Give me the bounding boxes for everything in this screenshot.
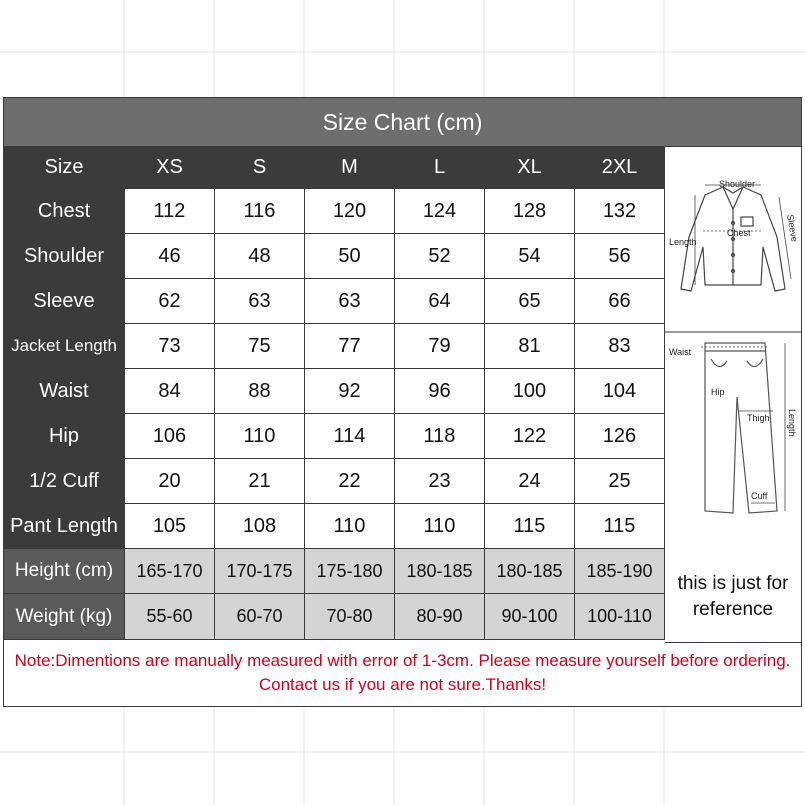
row-value: 124: [395, 189, 485, 234]
pants-drawing: [705, 343, 777, 513]
row-value: 104: [575, 369, 665, 414]
reference-row-value: 90-100: [485, 594, 575, 640]
row-value: 112: [125, 189, 215, 234]
row-value: 128: [485, 189, 575, 234]
row-value: 96: [395, 369, 485, 414]
header-size-l: L: [395, 147, 485, 189]
row-value: 79: [395, 324, 485, 369]
row-value: 66: [575, 279, 665, 324]
row-value: 115: [575, 504, 665, 549]
row-value: 92: [305, 369, 395, 414]
hip-label: Hip: [711, 387, 725, 397]
row-value: 88: [215, 369, 305, 414]
row-label: Jacket Length: [4, 324, 125, 369]
garment-diagram: [665, 147, 801, 553]
row-value: 110: [215, 414, 305, 459]
row-value: 75: [215, 324, 305, 369]
row-value: 132: [575, 189, 665, 234]
row-value: 54: [485, 234, 575, 279]
row-value: 84: [125, 369, 215, 414]
header-size-2xl: 2XL: [575, 147, 665, 189]
row-value: 122: [485, 414, 575, 459]
waist-label: Waist: [669, 347, 692, 357]
row-value: 63: [305, 279, 395, 324]
pant-length-label: Length: [787, 409, 797, 437]
row-value: 25: [575, 459, 665, 504]
shoulder-label: Shoulder: [719, 179, 756, 189]
row-value: 23: [395, 459, 485, 504]
thigh-label: Thigh: [747, 413, 770, 423]
row-value: 116: [215, 189, 305, 234]
row-label: Chest: [4, 189, 125, 234]
row-value: 120: [305, 189, 395, 234]
cuff-label: Cuff: [751, 491, 768, 501]
row-value: 63: [215, 279, 305, 324]
row-value: 100: [485, 369, 575, 414]
row-value: 52: [395, 234, 485, 279]
row-value: 106: [125, 414, 215, 459]
row-value: 22: [305, 459, 395, 504]
row-value: 73: [125, 324, 215, 369]
header-size-label: Size: [4, 147, 125, 189]
reference-row-value: 60-70: [215, 594, 305, 640]
header-size-xs: XS: [125, 147, 215, 189]
row-value: 83: [575, 324, 665, 369]
row-value: 48: [215, 234, 305, 279]
row-value: 105: [125, 504, 215, 549]
reference-row-label: Height (cm): [4, 549, 125, 594]
row-value: 110: [395, 504, 485, 549]
row-value: 115: [485, 504, 575, 549]
size-chart-table: [3, 97, 802, 707]
row-value: 21: [215, 459, 305, 504]
reference-row-value: 70-80: [305, 594, 395, 640]
row-value: 114: [305, 414, 395, 459]
header-size-xl: XL: [485, 147, 575, 189]
row-value: 50: [305, 234, 395, 279]
header-size-m: M: [305, 147, 395, 189]
reference-row-value: 180-185: [485, 549, 575, 594]
row-value: 77: [305, 324, 395, 369]
row-value: 65: [485, 279, 575, 324]
row-label: Sleeve: [4, 279, 125, 324]
row-label: Shoulder: [4, 234, 125, 279]
row-value: 46: [125, 234, 215, 279]
sleeve-label: Sleeve: [785, 213, 800, 243]
row-value: 62: [125, 279, 215, 324]
reference-row-value: 165-170: [125, 549, 215, 594]
row-label: Waist: [4, 369, 125, 414]
header-size-s: S: [215, 147, 305, 189]
reference-note: this is just for reference: [665, 552, 801, 643]
row-value: 24: [485, 459, 575, 504]
row-value: 118: [395, 414, 485, 459]
jacket-length-label: Length: [669, 237, 697, 247]
reference-row-value: 185-190: [575, 549, 665, 594]
measurement-note: Note:Dimentions are manually measured with error of 1-3cm. Please measure yourself before ordering. Contact us if you are not sure.Thanks!: [14, 651, 791, 694]
jacket-and-pants-illustration: [665, 147, 801, 552]
row-value: 64: [395, 279, 485, 324]
row-value: 110: [305, 504, 395, 549]
row-value: 108: [215, 504, 305, 549]
reference-row-value: 80-90: [395, 594, 485, 640]
row-value: 126: [575, 414, 665, 459]
row-label: Hip: [4, 414, 125, 459]
reference-row-value: 175-180: [305, 549, 395, 594]
row-value: 20: [125, 459, 215, 504]
chest-label: Chest: [727, 228, 751, 238]
reference-row-label: Weight (kg): [4, 594, 125, 640]
row-label: 1/2 Cuff: [4, 459, 125, 504]
row-value: 81: [485, 324, 575, 369]
reference-row-value: 170-175: [215, 549, 305, 594]
chart-title: Size Chart (cm): [4, 98, 801, 147]
row-label: Pant Length: [4, 504, 125, 549]
reference-row-value: 180-185: [395, 549, 485, 594]
reference-row-value: 55-60: [125, 594, 215, 640]
jacket-drawing: [681, 187, 785, 291]
pants-measure-lines: [701, 343, 785, 511]
reference-row-value: 100-110: [575, 594, 665, 640]
row-value: 56: [575, 234, 665, 279]
